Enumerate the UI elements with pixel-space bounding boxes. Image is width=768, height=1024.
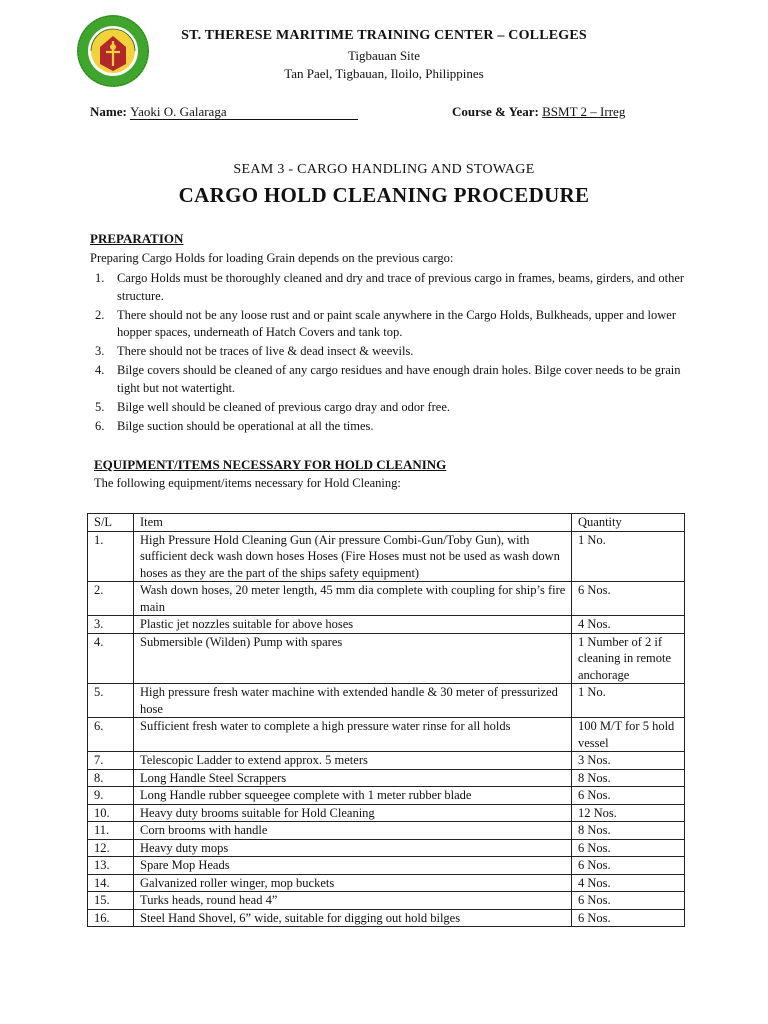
course-year-value: BSMT 2 – Irreg [542,104,626,119]
school-address: Tan Pael, Tigbauan, Iloilo, Philippines [284,66,484,81]
cell-item: Heavy duty brooms suitable for Hold Cleaning [134,804,572,822]
cell-item: Plastic jet nozzles suitable for above hoses [134,616,572,634]
table-row [88,616,685,634]
cell-sl: 9. [88,787,134,805]
cell-sl: 13. [88,857,134,875]
table-row [88,531,685,582]
cell-quantity: 1 No. [572,684,685,718]
student-name-row [90,104,358,120]
list-text: There should not be any loose rust and or paint scale anywhere in the Cargo Holds, Bulkheads, upper and lower hopper spaces, underneath of Hatch Covers and tank top. [117,307,677,339]
cell-sl: 7. [88,752,134,770]
cell-item: Long Handle Steel Scrappers [134,769,572,787]
cell-quantity: 6 Nos. [572,839,685,857]
cell-quantity: 6 Nos. [572,892,685,910]
cell-item: Heavy duty mops [134,839,572,857]
cell-sl: 15. [88,892,134,910]
list-number: 3. [95,344,105,358]
cell-sl: 2. [88,582,134,616]
equipment-table [87,513,685,927]
cell-quantity: 1 Number of 2 if cleaning in remote anchorage [572,633,685,684]
table-row [88,892,685,910]
cell-sl: 4. [88,633,134,684]
cell-item: Telescopic Ladder to extend approx. 5 meters [134,752,572,770]
cell-sl: 6. [88,718,134,752]
cell-item: High Pressure Hold Cleaning Gun (Air pressure Combi-Gun/Toby Gun), with sufficient deck wash down hoses Hoses (Fire Hoses must not be used as wash down hoses as they are the part of the ships safety equipment) [134,531,572,582]
list-number: 2. [95,307,105,322]
name-label: Name: [90,104,127,119]
cell-quantity: 4 Nos. [572,874,685,892]
table-row [88,769,685,787]
cell-item: High pressure fresh water machine with extended handle & 30 meter of pressurized hose [134,684,572,718]
cell-quantity: 6 Nos. [572,582,685,616]
list-number: 6. [95,418,105,433]
cell-sl: 12. [88,839,134,857]
list-item [90,362,690,397]
table-row [88,857,685,875]
cell-item: Corn brooms with handle [134,822,572,840]
cell-quantity: 12 Nos. [572,804,685,822]
cell-sl: 5. [88,684,134,718]
cell-item: Steel Hand Shovel, 6” wide, suitable for digging out hold bilges [134,909,572,927]
list-number: 5. [95,399,105,414]
cell-quantity: 6 Nos. [572,909,685,927]
cell-item: Submersible (Wilden) Pump with spares [134,633,572,684]
equipment-intro: The following equipment/items necessary for Hold Cleaning: [94,476,401,490]
school-name: ST. THERESE MARITIME TRAINING CENTER – COLLEGES [181,28,587,43]
list-text: Bilge covers should be cleaned of any cargo residues and have enough drain holes. Bilge cover needs to be grain tight but not watertight. [117,363,681,395]
cell-quantity: 3 Nos. [572,752,685,770]
table-row [88,874,685,892]
list-item [90,343,690,361]
column-header-sl: S/L [88,514,134,532]
table-row [88,822,685,840]
list-text: Bilge well should be cleaned of previous cargo dray and odor free. [117,399,450,414]
document-title: CARGO HOLD CLEANING PROCEDURE [178,183,590,207]
table-row [88,787,685,805]
cell-item: Galvanized roller winger, mop buckets [134,874,572,892]
preparation-heading: PREPARATION [90,231,184,246]
table-header-row [88,514,685,532]
cell-item: Sufficient fresh water to complete a high pressure water rinse for all holds [134,718,572,752]
cell-sl: 16. [88,909,134,927]
course-year-label: Course & Year: [452,104,539,119]
cell-item: Long Handle rubber squeegee complete with 1 meter rubber blade [134,787,572,805]
cell-quantity: 8 Nos. [572,822,685,840]
cell-sl: 10. [88,804,134,822]
cell-quantity: 6 Nos. [572,787,685,805]
preparation-list [90,270,690,437]
list-item [90,270,690,305]
preparation-intro: Preparing Cargo Holds for loading Grain depends on the previous cargo: [90,251,454,265]
cell-item: Turks heads, round head 4” [134,892,572,910]
table-row [88,752,685,770]
table-row [88,633,685,684]
table-row [88,582,685,616]
list-number: 1. [95,271,105,285]
table-row [88,718,685,752]
list-number: 4. [95,363,105,377]
school-site: Tigbauan Site [347,48,421,63]
list-text: Bilge suction should be operational at all the times. [117,418,374,433]
cell-quantity: 1 No. [572,531,685,582]
list-item [90,418,690,436]
cell-quantity: 6 Nos. [572,857,685,875]
course-year-row [452,104,625,120]
student-name: Yaoki O. Galaraga [130,105,358,120]
list-item [90,307,690,342]
equipment-heading: EQUIPMENT/ITEMS NECESSARY FOR HOLD CLEANING [94,457,447,472]
cell-quantity: 4 Nos. [572,616,685,634]
list-text: There should not be traces of live & dead insect & weevils. [117,344,414,358]
cell-sl: 3. [88,616,134,634]
cell-quantity: 8 Nos. [572,769,685,787]
cell-item: Spare Mop Heads [134,857,572,875]
list-item [90,399,690,417]
table-row [88,909,685,927]
subject-title: SEAM 3 - CARGO HANDLING AND STOWAGE [233,162,535,177]
cell-sl: 14. [88,874,134,892]
cell-quantity: 100 M/T for 5 hold vessel [572,718,685,752]
table-row [88,839,685,857]
cell-sl: 8. [88,769,134,787]
column-header-quantity: Quantity [572,514,685,532]
list-text: Cargo Holds must be thoroughly cleaned and dry and trace of previous cargo in frames, beams, girders, and other structure. [117,271,685,303]
cell-sl: 1. [88,531,134,582]
table-row [88,804,685,822]
table-row [88,684,685,718]
cell-item: Wash down hoses, 20 meter length, 45 mm dia complete with coupling for ship’s fire main [134,582,572,616]
column-header-item: Item [134,514,572,532]
cell-sl: 11. [88,822,134,840]
